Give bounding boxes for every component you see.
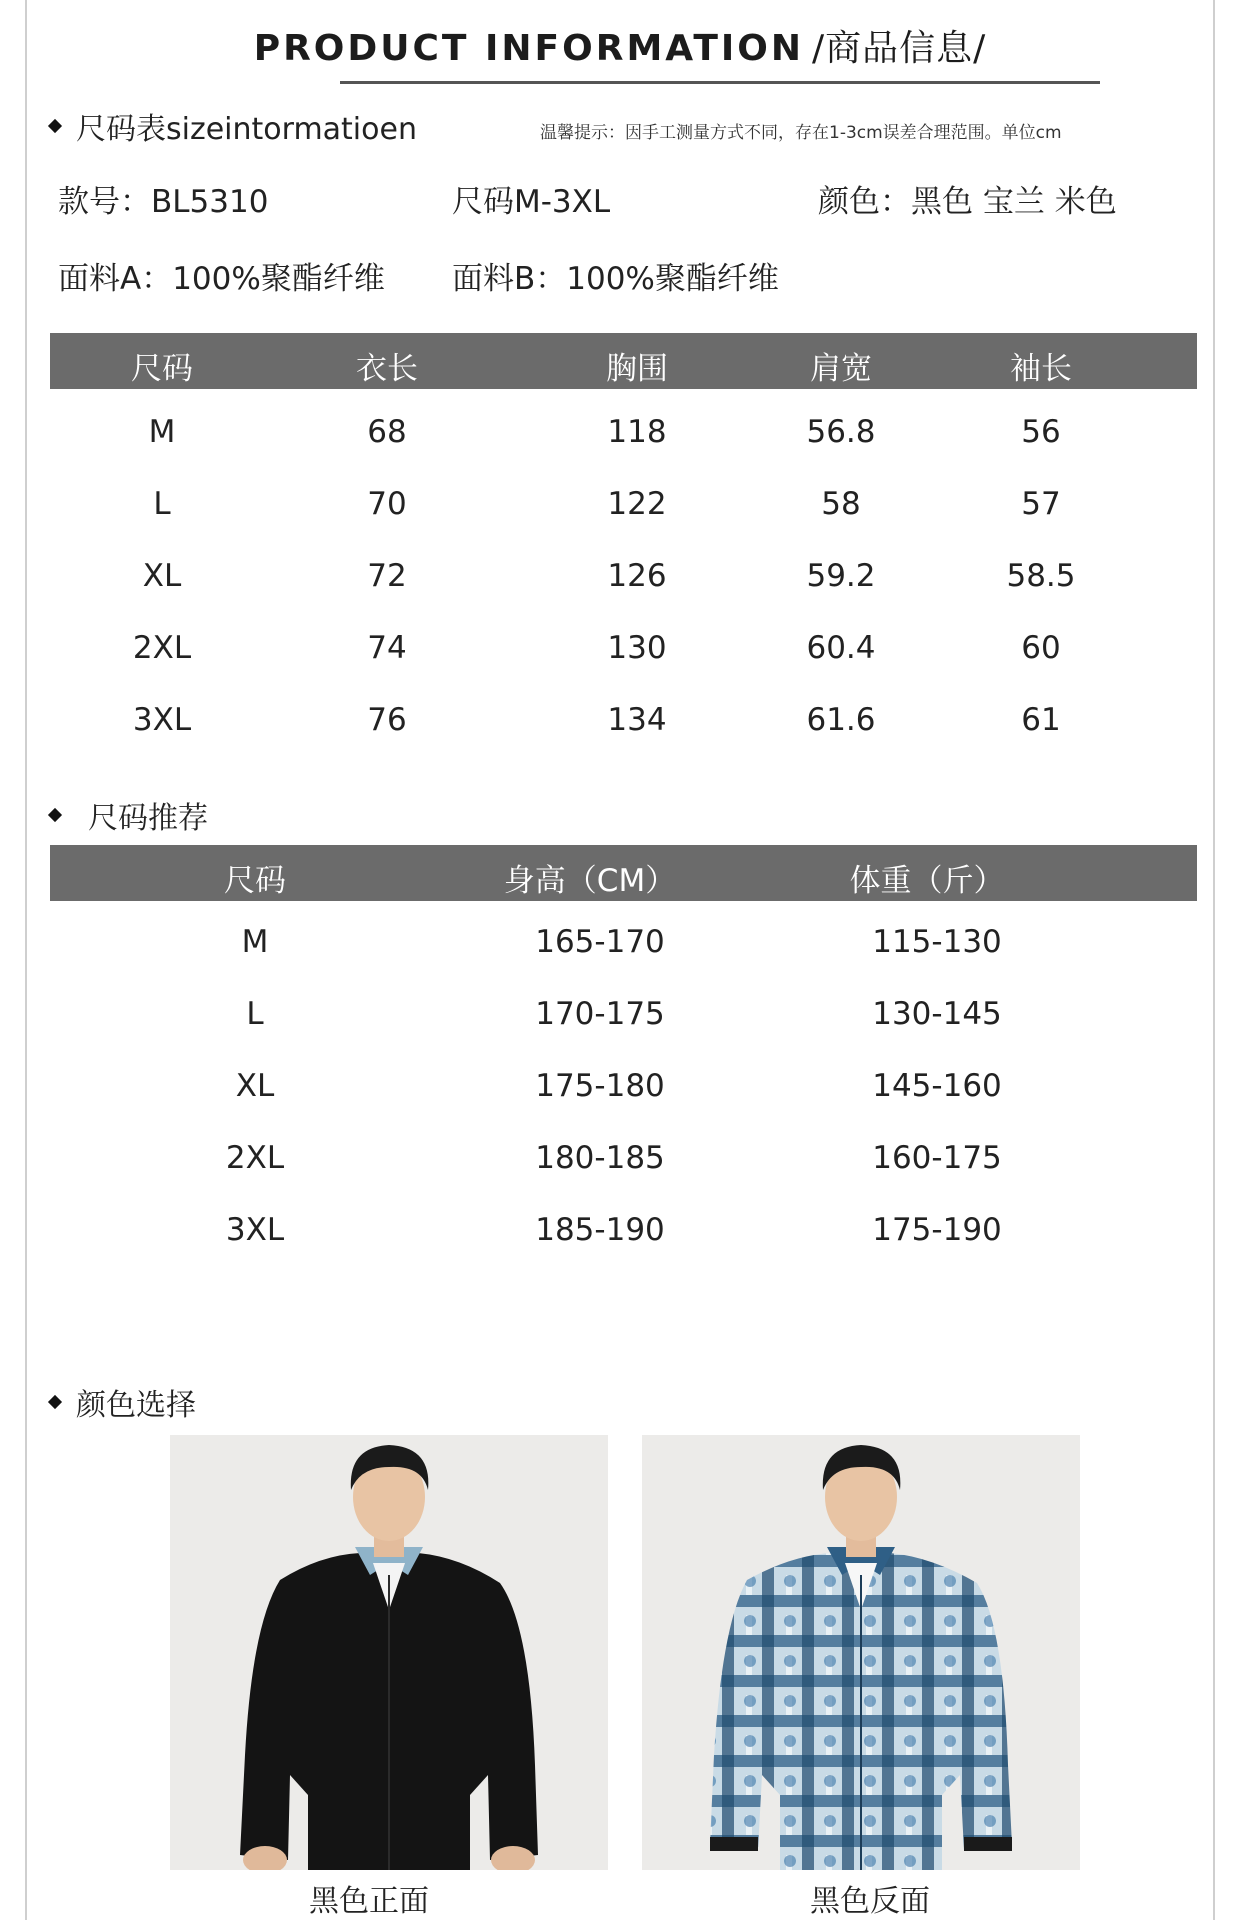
fabric-a: 面料A：100%聚酯纤维 bbox=[58, 261, 385, 297]
title-zh: /商品信息/ bbox=[812, 28, 987, 69]
table-cell: 175-180 bbox=[535, 1068, 665, 1104]
table-cell: M bbox=[148, 414, 176, 450]
length-col-header: 衣长 bbox=[356, 351, 418, 387]
fabric-b: 面料B：100%聚酯纤维 bbox=[452, 261, 779, 297]
color-select-heading-text: 颜色选择 bbox=[76, 1388, 196, 1423]
table-cell: XL bbox=[142, 558, 182, 594]
table-cell: 122 bbox=[607, 486, 667, 522]
table-cell: 58.5 bbox=[1006, 558, 1076, 594]
table-cell: 160-175 bbox=[872, 1140, 1002, 1176]
table-cell: XL bbox=[235, 1068, 275, 1104]
table-cell: 57 bbox=[1021, 486, 1061, 522]
size-col-header: 尺码 bbox=[131, 351, 193, 387]
model-black-jacket-image bbox=[170, 1435, 608, 1870]
table-cell: 185-190 bbox=[535, 1212, 665, 1248]
color-options: 颜色：黑色 宝兰 米色 bbox=[818, 184, 1117, 220]
recommend-heading bbox=[50, 793, 208, 837]
table-cell: 59.2 bbox=[806, 558, 876, 594]
style-number: 款号：BL5310 bbox=[58, 184, 269, 220]
recommend-table-header bbox=[50, 845, 1197, 901]
table-cell: 130-145 bbox=[872, 996, 1002, 1032]
size-table-header bbox=[50, 333, 1197, 389]
bullet-diamond-icon bbox=[48, 1395, 62, 1409]
table-cell: 118 bbox=[607, 414, 667, 450]
table-cell: L bbox=[153, 486, 171, 522]
size-range: 尺码M-3XL bbox=[452, 184, 611, 220]
size-info-heading bbox=[50, 104, 417, 148]
photo-caption-reverse: 黑色反面 bbox=[810, 1884, 930, 1919]
title-en: PRODUCT INFORMATION bbox=[253, 28, 805, 69]
color-select-heading bbox=[50, 1380, 196, 1424]
table-cell: 2XL bbox=[225, 1140, 285, 1176]
table-cell: 72 bbox=[367, 558, 407, 594]
chest-col-header: 胸围 bbox=[606, 351, 668, 387]
product-photo-black-reverse bbox=[642, 1435, 1080, 1870]
table-cell: 145-160 bbox=[872, 1068, 1002, 1104]
table-cell: 56 bbox=[1021, 414, 1061, 450]
table-cell: 175-190 bbox=[872, 1212, 1002, 1248]
product-photo-black-front bbox=[170, 1435, 608, 1870]
table-cell: M bbox=[241, 924, 269, 960]
table-cell: 70 bbox=[367, 486, 407, 522]
table-cell: 3XL bbox=[225, 1212, 285, 1248]
table-cell: 60 bbox=[1021, 630, 1061, 666]
table-cell: 60.4 bbox=[806, 630, 876, 666]
table-cell: L bbox=[246, 996, 264, 1032]
table-cell: 58 bbox=[821, 486, 861, 522]
table-cell: 56.8 bbox=[806, 414, 876, 450]
table-cell: 130 bbox=[607, 630, 667, 666]
bullet-diamond-icon bbox=[48, 119, 62, 133]
table-cell: 115-130 bbox=[872, 924, 1002, 960]
table-cell: 76 bbox=[367, 702, 407, 738]
table-cell: 74 bbox=[367, 630, 407, 666]
table-cell: 170-175 bbox=[535, 996, 665, 1032]
page-title bbox=[0, 20, 1240, 71]
model-plaid-jacket-image bbox=[642, 1435, 1080, 1870]
table-cell: 134 bbox=[607, 702, 667, 738]
shoulder-col-header: 肩宽 bbox=[810, 351, 872, 387]
table-cell: 126 bbox=[607, 558, 667, 594]
table-cell: 165-170 bbox=[535, 924, 665, 960]
table-cell: 180-185 bbox=[535, 1140, 665, 1176]
table-cell: 3XL bbox=[132, 702, 192, 738]
sleeve-col-header: 袖长 bbox=[1010, 351, 1072, 387]
photo-caption-front: 黑色正面 bbox=[309, 1884, 429, 1919]
bullet-diamond-icon bbox=[48, 808, 62, 822]
measurement-tip: 温馨提示：因手工测量方式不同，存在1-3cm误差合理范围。单位cm bbox=[540, 123, 1062, 143]
table-cell: 2XL bbox=[132, 630, 192, 666]
size-info-heading-text: 尺码表sizeintormatioen bbox=[76, 112, 417, 147]
height-col-header: 身高（CM） bbox=[503, 863, 677, 899]
table-cell: 61.6 bbox=[806, 702, 876, 738]
weight-col-header: 体重（斤） bbox=[849, 863, 1005, 899]
title-divider bbox=[340, 81, 1100, 84]
recommend-heading-text: 尺码推荐 bbox=[88, 801, 208, 836]
table-cell: 68 bbox=[367, 414, 407, 450]
table-cell: 61 bbox=[1021, 702, 1061, 738]
size-col-header: 尺码 bbox=[224, 863, 286, 899]
